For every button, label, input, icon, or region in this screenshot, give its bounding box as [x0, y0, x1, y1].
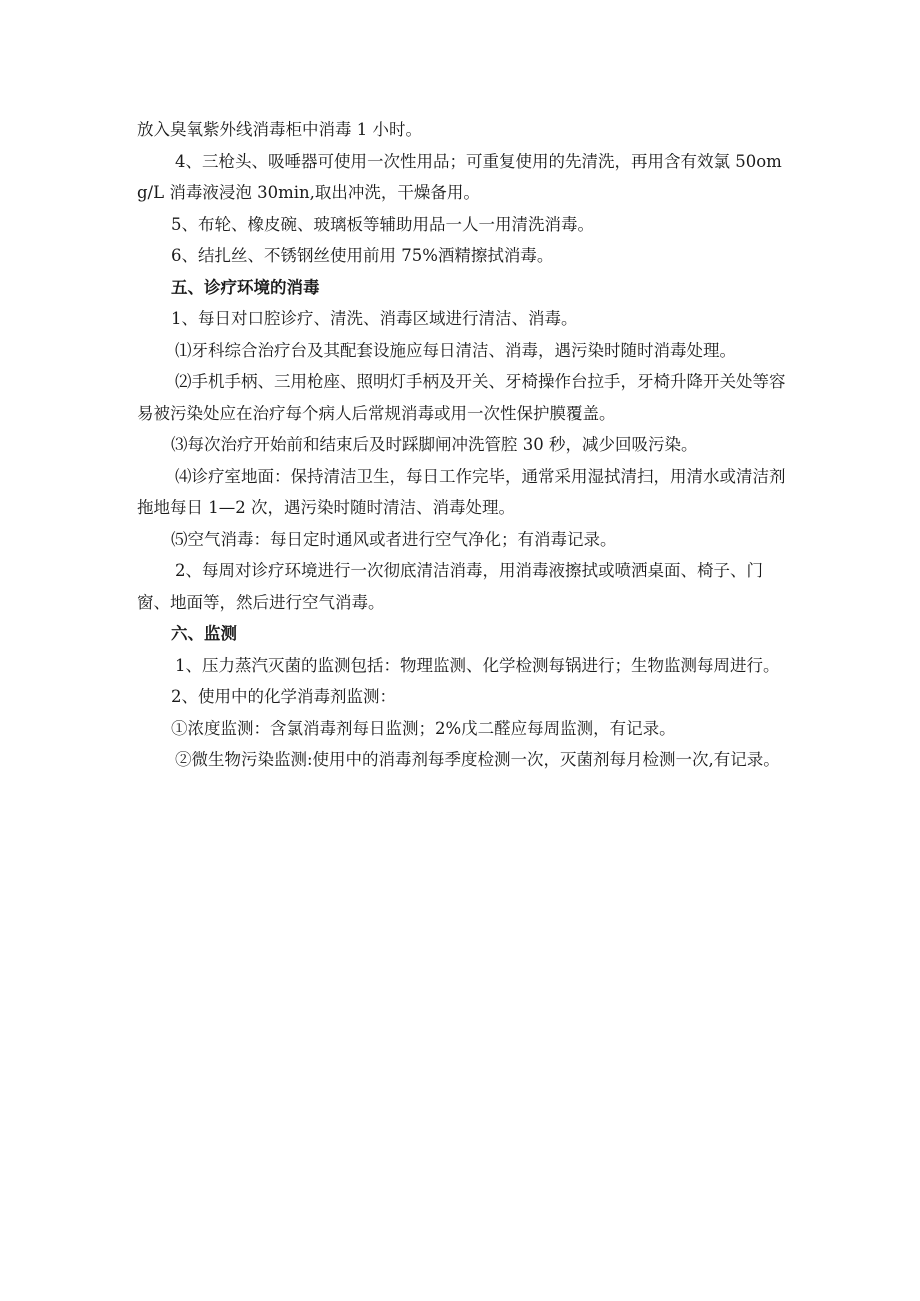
paragraph-env-2: 2、每周对诊疗环境进行一次彻底清洁消毒，用消毒液擦拭或喷洒桌面、椅子、门窗、地面等，然后进行空气消毒。 [137, 561, 763, 612]
paragraph-env-1-1: ⑴牙科综合治疗台及其配套设施应每日清洁、消毒，遇污染时随时消毒处理。 [175, 340, 736, 360]
paragraph-env-1-5: ⑸空气消毒：每日定时通风或者进行空气净化；有消毒记录。 [171, 529, 617, 549]
paragraph-monitor-1: 1、压力蒸汽灭菌的监测包括：物理监测、化学检测每锅进行；生物监测每周进行。 [175, 655, 780, 675]
paragraph-monitor-2: 2、使用中的化学消毒剂监测： [171, 687, 396, 706]
paragraph-monitor-2-1: ①浓度监测：含氯消毒剂每日监测；2%戊二醛应每周监测，有记录。 [171, 718, 676, 738]
section-heading-5: 五、诊疗环境的消毒 [171, 277, 320, 297]
paragraph-item-6: 6、结扎丝、不锈钢丝使用前用 75%酒精擦拭消毒。 [171, 246, 554, 265]
paragraph-env-1-3: ⑶每次治疗开始前和结束后及时踩脚闸冲洗管腔 30 秒，减少回吸污染。 [171, 435, 698, 454]
paragraph-env-1-4: ⑷诊疗室地面：保持清洁卫生，每日工作完毕，通常采用湿拭清扫，用清水或清洁剂拖地每日 1—2 次，遇污染时随时清洁、消毒处理。 [137, 466, 786, 517]
paragraph-monitor-2-2: ②微生物污染监测:使用中的消毒剂每季度检测一次，灭菌剂每月检测一次,有记录。 [175, 750, 780, 769]
paragraph-env-1-2: ⑵手机手柄、三用枪座、照明灯手柄及开关、牙椅操作台拉手，牙椅升降开关处等容易被污染处应在治疗每个病人后常规消毒或用一次性保护膜覆盖。 [137, 372, 786, 423]
section-heading-6: 六、监测 [171, 624, 237, 643]
paragraph-item-5: 5、布轮、橡皮碗、玻璃板等辅助用品一人一用清洗消毒。 [171, 214, 594, 234]
document-body [137, 114, 787, 776]
paragraph-env-1: 1、每日对口腔诊疗、清洗、消毒区域进行清洁、消毒。 [171, 309, 578, 328]
paragraph-item-4: 4、三枪头、吸唾器可使用一次性用品；可重复使用的先清洗，再用含有效氯 50omg/L 消毒液浸泡 30min,取出冲洗，干燥备用。 [137, 151, 782, 202]
paragraph-continued: 放入臭氧紫外线消毒柜中消毒 1 小时。 [137, 120, 422, 139]
